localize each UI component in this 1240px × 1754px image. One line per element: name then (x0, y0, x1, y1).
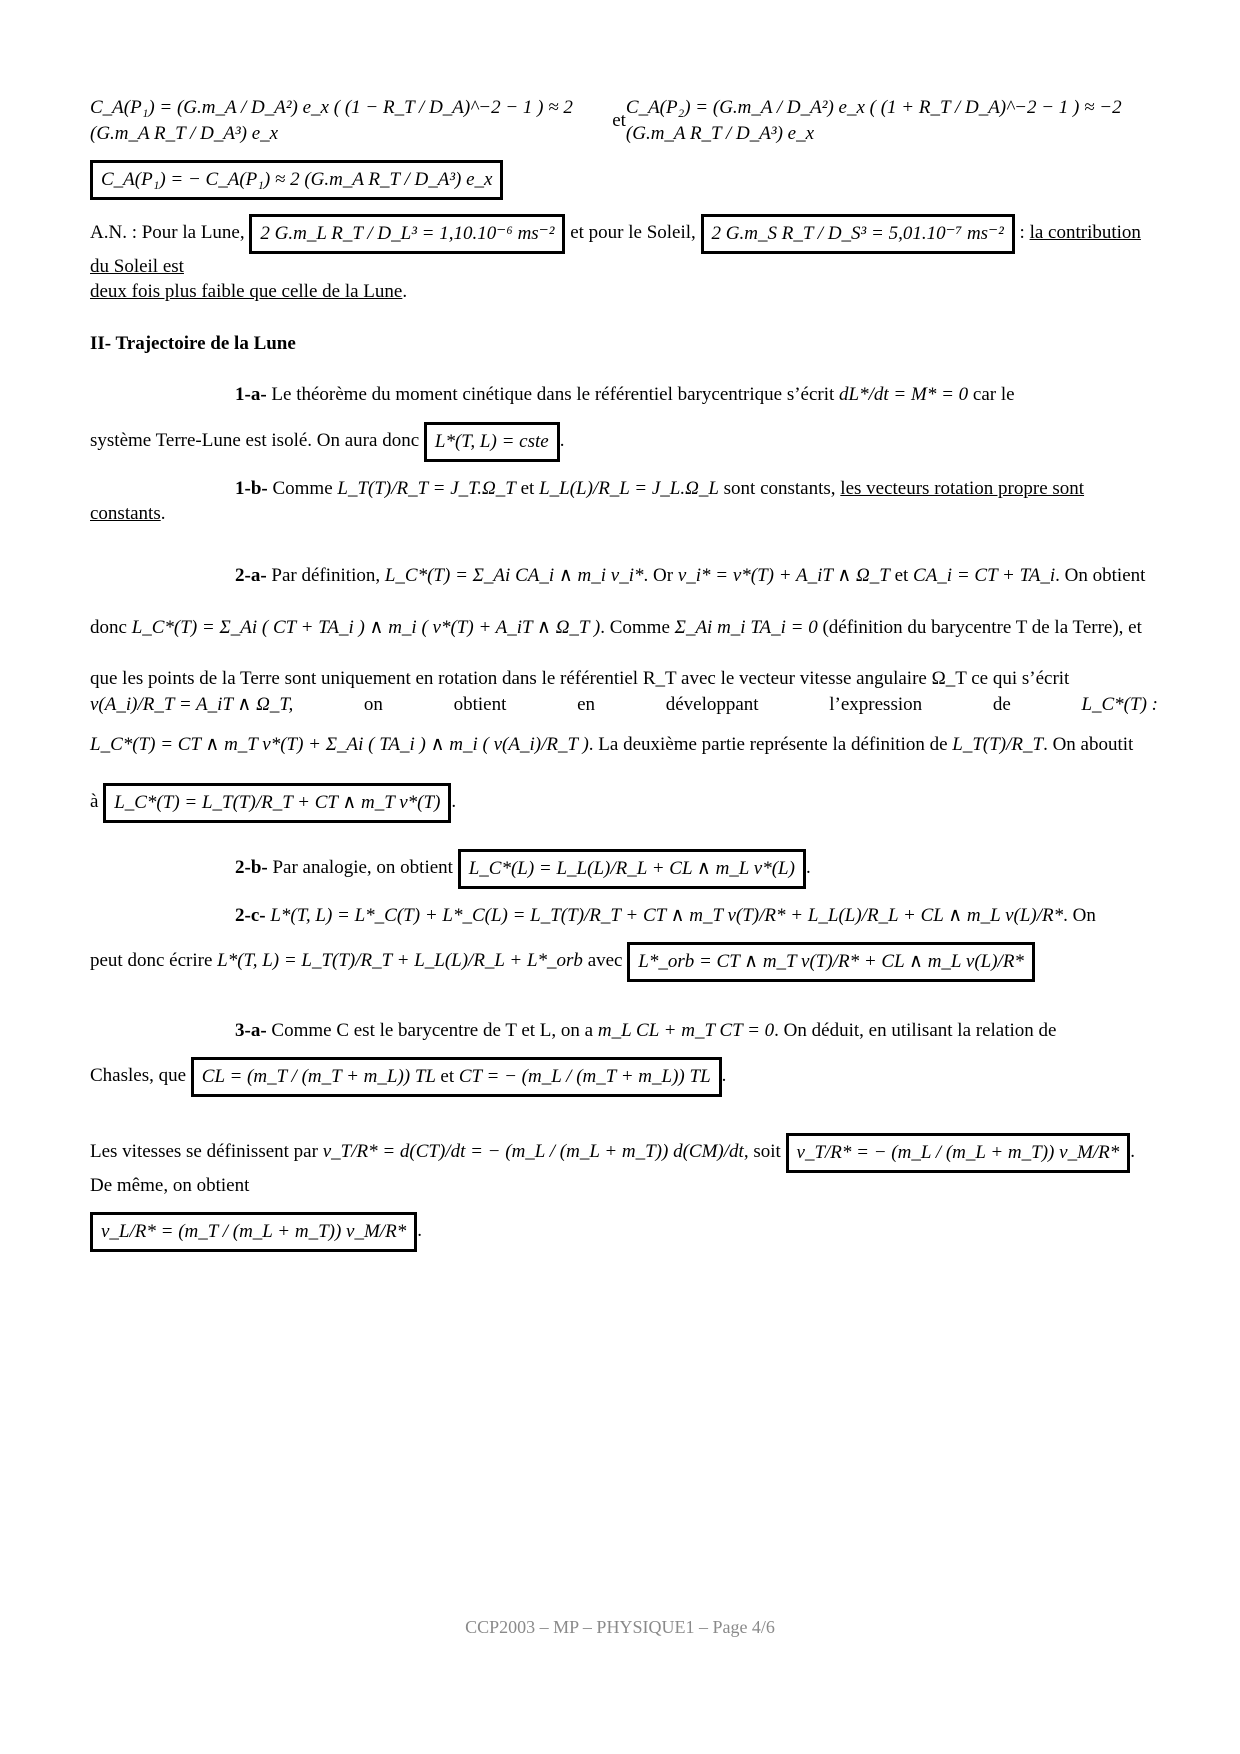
text-1a-b: car le (972, 384, 1015, 406)
text-2c-on: . On (1063, 904, 1096, 926)
text-2a-l2c: (définition du barycentre T de la Terre), et (822, 616, 1142, 638)
an-lead: A.N. : Pour la Lune, (90, 222, 245, 244)
tag-2c: 2-c- (235, 904, 266, 926)
paragraph-3a (90, 1018, 1158, 1044)
equation-2a-8: L_C*(T) = CT ∧ m_T v*(T) + Σ_Ai ( TA_i ) ∧ m_i ( v(A_i)/R_T ) (90, 733, 589, 755)
equation-2a-7: L_C*(T) : (1081, 693, 1158, 715)
text-1a-a: Le théorème du moment cinétique dans le référentiel barycentrique s’écrit (271, 384, 835, 406)
text-2b: Par analogie, on obtient (272, 857, 453, 879)
an-dot: . (402, 281, 408, 303)
text-1b-b: sont constants, (723, 477, 836, 499)
end-3a: . (721, 1065, 727, 1087)
tag-3a: 3-a- (235, 1019, 267, 1041)
equation-2a-1: L_C*(T) = Σ_Ai CA_i ∧ m_i v_i* (384, 565, 644, 587)
text-2a-l2b: . Comme (600, 616, 670, 638)
equation-2a-6: v(A_i)/R_T = A_iT ∧ Ω_T, (90, 693, 294, 715)
equation-2c-1: L*(T, L) = L*_C(T) + L*_C(L) = L_T(T)/R_T + CT ∧ m_T v(T)/R* + L_L(L)/R_L + CL ∧ m_L v(L)/R* (270, 904, 1064, 926)
word-2a-2: en (577, 693, 596, 715)
word-2a-4: l’expression (829, 693, 923, 715)
text-vit-a: Les vitesses se définissent par (90, 1141, 318, 1163)
text-3a-a: Comme C est le barycentre de T et L, on a (271, 1019, 594, 1041)
paragraph-2c-cont (90, 942, 1158, 982)
equation-2a-9: L_T(T)/R_T (952, 733, 1044, 755)
boxed-result-vt: v_T/R* = − (m_L / (m_L + m_T)) v_M/R* (786, 1133, 1131, 1173)
boxed-result-2b: L_C*(L) = L_L(L)/R_L + CL ∧ m_L v*(L) (458, 849, 806, 889)
boxed-result-2c: L*_orb = CT ∧ m_T v(T)/R* + CL ∧ m_L v(L)/R* (627, 942, 1035, 982)
paragraph-2a-l4 (90, 692, 1158, 718)
paragraph-2a-l6 (90, 783, 1158, 823)
section-title: II- Trajectoire de la Lune (90, 332, 296, 354)
equation-2a-2: v_i* = v*(T) + A_iT ∧ Ω_T (677, 565, 890, 587)
text-vit-b: , soit (743, 1141, 781, 1163)
paragraph-vitesses-cont (90, 1212, 1158, 1252)
text-1b-et: et (520, 477, 535, 499)
paragraph-1b (90, 476, 1158, 502)
text-2a-l6a: à (90, 791, 99, 813)
paragraph-vitesses (90, 1133, 1158, 1198)
boxed-lune-value: 2 G.m_L R_T / D_L³ = 1,10.10⁻⁶ ms⁻² (249, 214, 565, 254)
boxed-result-ca-row (90, 160, 1158, 200)
equation-vitesses: v_T/R* = d(CT)/dt = − (m_L / (m_L + m_T)) d(CM)/dt (322, 1141, 744, 1163)
text-2a-l1b: . Or (643, 565, 674, 587)
paragraph-2a-l5 (90, 732, 1158, 758)
word-2a-0: on (363, 693, 383, 715)
text-1b-a: Comme (272, 477, 333, 499)
box-3a-ct: CT = − (m_L / (m_T + m_L)) TL (458, 1066, 711, 1088)
text-2c-avec: avec (587, 950, 623, 972)
conclusion-1b-b: constants (90, 503, 161, 525)
equation-1a: dL*/dt = M* = 0 (839, 384, 969, 406)
word-2a-5: de (992, 693, 1011, 715)
equation-row-ca (90, 95, 1158, 146)
paragraph-3a-cont (90, 1057, 1158, 1097)
box-3a-et: et (440, 1066, 455, 1088)
paragraph-2c (90, 903, 1158, 929)
equation-2a-4: L_C*(T) = Σ_Ai ( CT + TA_i ) ∧ m_i ( v*(T) + A_iT ∧ Ω_T ) (131, 616, 601, 638)
equation-2c-2: L*(T, L) = L_T(T)/R_T + L_L(L)/R_L + L*_orb (217, 950, 583, 972)
numerical-application (90, 214, 1158, 279)
tag-2a: 2-a- (235, 565, 267, 587)
equation-2a-5: Σ_Ai m_i TA_i = 0 (674, 616, 818, 638)
end-1b: . (160, 503, 166, 525)
equation-ca-p2: C_A(P₂) = (G.m_A / D_A²) e_x ( (1 + R_T / D_A)^−2 − 1 ) ≈ −2 (G.m_A R_T / D_A³) e_x (625, 97, 1122, 144)
boxed-soleil-value: 2 G.m_S R_T / D_S³ = 5,01.10⁻⁷ ms⁻² (701, 214, 1015, 254)
word-2a-3: développant (665, 693, 759, 715)
conclusion-1b-a: les vecteurs rotation propre sont (840, 477, 1085, 499)
boxed-result-ca: C_A(P₁) = − C_A(P₁) ≈ 2 (G.m_A R_T / D_A³) e_x (90, 160, 503, 200)
paragraph-2a-l2 (90, 615, 1158, 641)
end-2b: . (805, 857, 811, 879)
equation-ca-p1: C_A(P₁) = (G.m_A / D_A²) e_x ( (1 − R_T / D_A)^−2 − 1 ) ≈ 2 (G.m_A R_T / D_A³) e_x (90, 97, 573, 144)
equation-1b-2: L_L(L)/R_L = J_L.Ω_L (539, 477, 719, 499)
text-2c: peut donc écrire (90, 950, 213, 972)
text-2a-l5c: . On aboutit (1043, 733, 1134, 755)
an-conclusion-line (90, 279, 1158, 305)
tag-1a: 1-a- (235, 384, 267, 406)
text-2a-l5b: . La deuxième partie représente la définition de (588, 733, 948, 755)
end-vit: . (417, 1220, 422, 1242)
end-1a: . (559, 430, 565, 452)
text-3a-c: Chasles, que (90, 1065, 187, 1087)
text-2a-l1a: Par définition, (271, 565, 381, 587)
text-2a-l2a: donc (90, 616, 127, 638)
tag-1b: 1-b- (235, 477, 268, 499)
text-vit-c: . De même, on obtient (90, 1141, 1136, 1196)
paragraph-1a-cont (90, 422, 1158, 462)
equation-2a-3: CA_i = CT + TA_i (913, 565, 1056, 587)
tag-2b: 2-b- (235, 857, 268, 879)
paragraph-1b-cont (90, 501, 1158, 527)
connector-et: et (612, 109, 626, 131)
page-footer: CCP2003 – MP – PHYSIQUE1 – Page 4/6 (465, 1617, 775, 1637)
boxed-result-3a (191, 1057, 722, 1097)
an-colon: : (1019, 222, 1025, 244)
equation-3a: m_L CL + m_T CT = 0 (597, 1019, 775, 1041)
boxed-result-1a: L*(T, L) = cste (424, 422, 560, 462)
word-2a-1: obtient (453, 693, 507, 715)
paragraph-2a-l3: que les points de la Terre sont uniquement en rotation dans le référentiel R_T avec le vecteur vitesse angulaire Ω_T ce qui s’écrit (90, 668, 1070, 690)
text-1a-c: système Terre-Lune est isolé. On aura donc (90, 430, 420, 452)
an-conclusion-a: la contribution du Soleil est (90, 222, 1141, 277)
end-2a: . (451, 791, 457, 813)
paragraph-2b (90, 849, 1158, 889)
an-conclusion-b: deux fois plus faible que celle de la Lune (90, 281, 403, 303)
box-3a-cl: CL = (m_T / (m_T + m_L)) TL (201, 1066, 436, 1088)
paragraph-1a (90, 382, 1158, 408)
boxed-result-vl: v_L/R* = (m_T / (m_L + m_T)) v_M/R* (90, 1212, 417, 1252)
text-2a-l1c: et (894, 565, 909, 587)
document-page (90, 95, 1158, 1252)
text-3a-b: . On déduit, en utilisant la relation de (774, 1019, 1057, 1041)
boxed-result-2a: L_C*(T) = L_T(T)/R_T + CT ∧ m_T v*(T) (103, 783, 451, 823)
text-2a-l1d: . On obtient (1055, 565, 1146, 587)
an-mid: et pour le Soleil, (570, 222, 696, 244)
paragraph-2a (90, 563, 1158, 589)
equation-1b-1: L_T(T)/R_T = J_T.Ω_T (337, 477, 516, 499)
